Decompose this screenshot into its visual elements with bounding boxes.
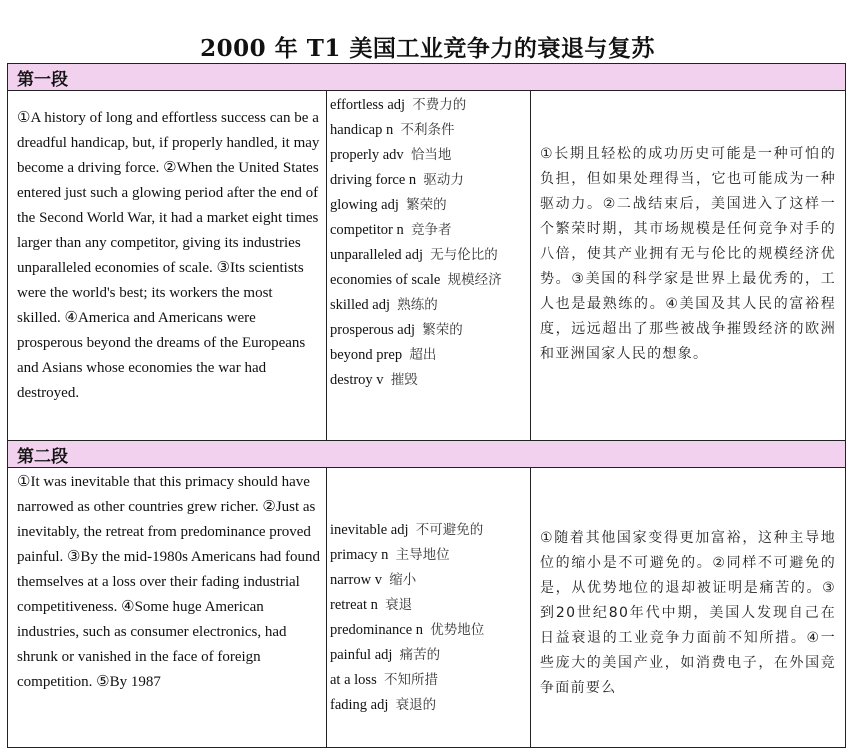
vocab-word: retreat n: [330, 597, 378, 613]
vocab-meaning: 超出: [409, 347, 437, 363]
vocab-meaning: 驱动力: [423, 172, 464, 188]
vocab-entry: [330, 568, 527, 593]
vocab-entry: [330, 668, 527, 693]
vocab-word: effortless adj: [330, 97, 406, 113]
section-1-chinese-translation: ①长期且轻松的成功历史可能是一种可怕的负担，但如果处理得当，它也可能成为一种驱动力。②二战结束后，美国进入了这样一个繁荣时期，其市场规模是任何竞争对手的八倍，使其产业拥有无与伦比的规模经济优势。③美国的科学家是世界上最优秀的，工人也是最熟练的。④美国及其人民的富裕程度，远远超出了那些被战争摧毁经济的欧洲和亚洲国家人民的想象。: [531, 91, 846, 441]
vocab-entry: [330, 93, 527, 118]
vocab-word: fading adj: [330, 697, 389, 713]
vocab-entry: [330, 693, 527, 718]
vocab-meaning: 不费力的: [412, 97, 467, 113]
vocab-entry: [330, 193, 527, 218]
vocab-entry: [330, 218, 527, 243]
vocab-word: competitor n: [330, 222, 404, 238]
vocab-entry: [330, 518, 527, 543]
vocab-entry: [330, 368, 527, 393]
vocab-word: unparalleled adj: [330, 247, 423, 263]
vocab-meaning: 主导地位: [395, 547, 450, 563]
vocab-word: narrow v: [330, 572, 382, 588]
vocab-meaning: 衰退的: [395, 697, 437, 713]
section-2-english-text: ①It was inevitable that this primacy should have narrowed as other countries grew richer. ②Just as inevitably, the retreat from predominance proved painful. ③By the mid-1980s Americans had found themselves at a loss over their fading industrial competitiveness. ④Some huge American industries, such as consumer electronics, had shrunk or vanished in the face of foreign competition. ⑤By 1987: [8, 468, 327, 748]
vocab-word: destroy v: [330, 372, 384, 388]
vocab-word: primacy n: [330, 547, 389, 563]
vocab-meaning: 恰当地: [410, 147, 452, 163]
vocab-word: driving force n: [330, 172, 417, 188]
vocab-entry: [330, 243, 527, 268]
vocab-entry: [330, 543, 527, 568]
vocab-word: prosperous adj: [330, 322, 415, 338]
vocab-entry: [330, 318, 527, 343]
section-1-english-text: ①A history of long and effortless success can be a dreadful handicap, but, if properly handled, it may become a driving force. ②When the United States entered just such a glowing period after the end of the Second World War, it had a market eight times larger than any competitor, giving its industries unparalleled economies of scale. ③Its scientists were the world's best; its workers the most skilled. ④America and Americans were prosperous beyond the dreams of the Europeans and Asians whose economies the war had destroyed.: [8, 91, 327, 441]
vocab-entry: [330, 143, 527, 168]
vocab-word: economies of scale: [330, 272, 441, 288]
vocab-meaning: 衰退: [385, 597, 413, 613]
vocab-word: handicap n: [330, 122, 394, 138]
vocab-meaning: 不利条件: [400, 122, 455, 138]
vocab-entry: [330, 118, 527, 143]
section-2-chinese-translation: ①随着其他国家变得更加富裕，这种主导地位的缩小是不可避免的。②同样不可避免的是，从优势地位的退却被证明是痛苦的。③到20世纪80年代中期，美国人发现自己在日益衰退的工业竞争力面前不知所措。④一些庞大的美国产业，如消费电子，在外国竞争面前要么: [531, 468, 846, 748]
vocab-entry: [330, 268, 527, 293]
vocab-entry: [330, 343, 527, 368]
vocab-meaning: 优势地位: [430, 622, 485, 638]
vocab-word: predominance n: [330, 622, 424, 638]
vocab-meaning: 熟练的: [397, 297, 438, 313]
vocab-meaning: 无与伦比的: [430, 247, 498, 263]
vocab-word: skilled adj: [330, 297, 391, 313]
vocab-word: inevitable adj: [330, 522, 409, 538]
vocab-word: properly adv: [330, 147, 404, 163]
vocab-meaning: 繁荣的: [422, 322, 463, 338]
vocab-entry: [330, 618, 527, 643]
vocab-meaning: 不知所措: [383, 672, 438, 688]
section-1-header: 第一段: [8, 64, 846, 91]
vocab-meaning: 规模经济: [447, 272, 502, 288]
vocab-word: at a loss: [330, 672, 377, 688]
vocab-entry: [330, 293, 527, 318]
vocab-meaning: 缩小: [389, 572, 417, 588]
vocab-word: beyond prep: [330, 347, 403, 363]
section-1-vocabulary: [327, 91, 531, 441]
vocab-word: painful adj: [330, 647, 393, 663]
vocab-word: glowing adj: [330, 197, 399, 213]
vocab-meaning: 摧毁: [390, 372, 418, 388]
document-title: 2000 年 T1 美国工业竞争力的衰退与复苏: [200, 35, 655, 62]
section-2-vocabulary: [327, 468, 531, 748]
vocab-meaning: 繁荣的: [406, 197, 447, 213]
vocab-meaning: 竞争者: [410, 222, 452, 238]
vocab-meaning: 不可避免的: [415, 522, 484, 538]
section-2-header: 第二段: [8, 441, 846, 468]
vocab-entry: [330, 593, 527, 618]
vocab-meaning: 痛苦的: [399, 647, 441, 663]
vocab-entry: [330, 168, 527, 193]
vocab-entry: [330, 643, 527, 668]
article-table: [7, 63, 846, 748]
